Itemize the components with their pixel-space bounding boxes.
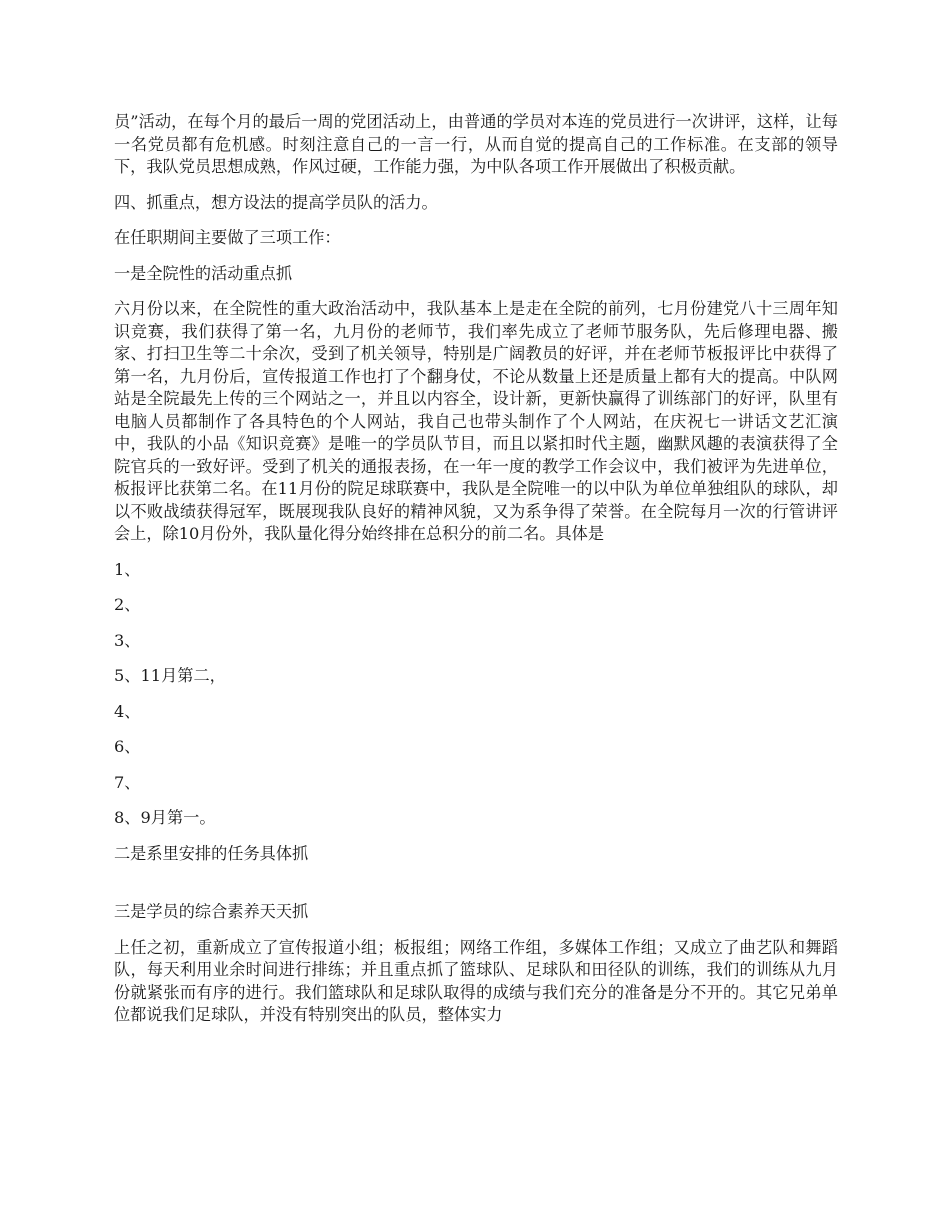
document-body (114, 111, 838, 1040)
list-item: 5、11月第二， (114, 666, 226, 685)
subheading-department-tasks: 二是系里安排的任务具体抓 (114, 843, 309, 863)
list-item: 1、 (114, 559, 141, 579)
list-item: 7、 (114, 772, 141, 792)
list-item: 8、9月第一。 (114, 808, 216, 827)
list-item: 4、 (114, 701, 141, 721)
paragraph-campus-activities: 六月份以来，在全院性的重大政治活动中，我队基本上是走在全院的前列，七月份建党八十三周年知识竞赛，我们获得了第一名，九月份的老师节，我们率先成立了老师节服务队，先后修理电器、搬家、打扫卫生等二十余次，受到了机关领导，特别是广阔教员的好评，并在老师节板报评比中获得了第一名，九月份后，宣传报道工作也打了个翻身仗，不论从数量上还是质量上都有大的提高。中队网站是全院最先上传的三个网站之一，并且以内容全，设计新，更新快赢得了训练部门的好评，队里有电脑人员都制作了各具特色的个人网站，我自己也带头制作了个人网站，在庆祝七一讲话文艺汇演中，我队的小品《知识竞赛》是唯一的学员队节目，而且以紧扣时代主题，幽默风趣的表演获得了全院官兵的一致好评。受到了机关的通报表扬，在一年一度的教学工作会议中，我们被评为先进单位，板报评比获第二名。在11月份的院足球联赛中，我队是全院唯一的以中队为单位单独组队的球队，却以不败战绩获得冠军，既展现我队良好的精神风貌，又为系争得了荣誉。在全院每月一次的行管讲评会上，除10月份外，我队量化得分始终排在总积分的前二名。具体是 (114, 299, 838, 543)
paragraph-team-building: 上任之初，重新成立了宣传报道小组；板报组；网络工作组，多媒体工作组；又成立了曲艺队和舞蹈队，每天利用业余时间进行排练；并且重点抓了篮球队、足球队和田径队的训练，我们的训练从九月份就紧张而有序的进行。我们篮球队和足球队取得的成绩与我们充分的准备是分不开的。其它兄弟单位都说我们足球队，并没有特别突出的队员，整体实力 (114, 937, 838, 1024)
subheading-student-quality: 三是学员的综合素养天天抓 (114, 902, 309, 921)
subheading-campus-activities: 一是全院性的活动重点抓 (114, 263, 293, 283)
paragraph-party-evaluation: 员”活动，在每个月的最后一周的党团活动上，由普通的学员对本连的党员进行一次讲评，这样，让每一名党员都有危机感。时刻注意自己的一言一行，从而自觉的提高自己的工作标准。在支部的领导下，我队党员思想成熟，作风过硬，工作能力强，为中队各项工作开展做出了积极贡献。 (114, 112, 838, 176)
list-item: 6、 (114, 737, 141, 756)
paragraph-three-tasks-intro: 在任职期间主要做了三项工作： (114, 228, 341, 247)
list-item: 3、 (114, 630, 141, 650)
list-item: 2、 (114, 595, 141, 614)
heading-section-four: 四、抓重点，想方设法的提高学员队的活力。 (114, 192, 438, 212)
